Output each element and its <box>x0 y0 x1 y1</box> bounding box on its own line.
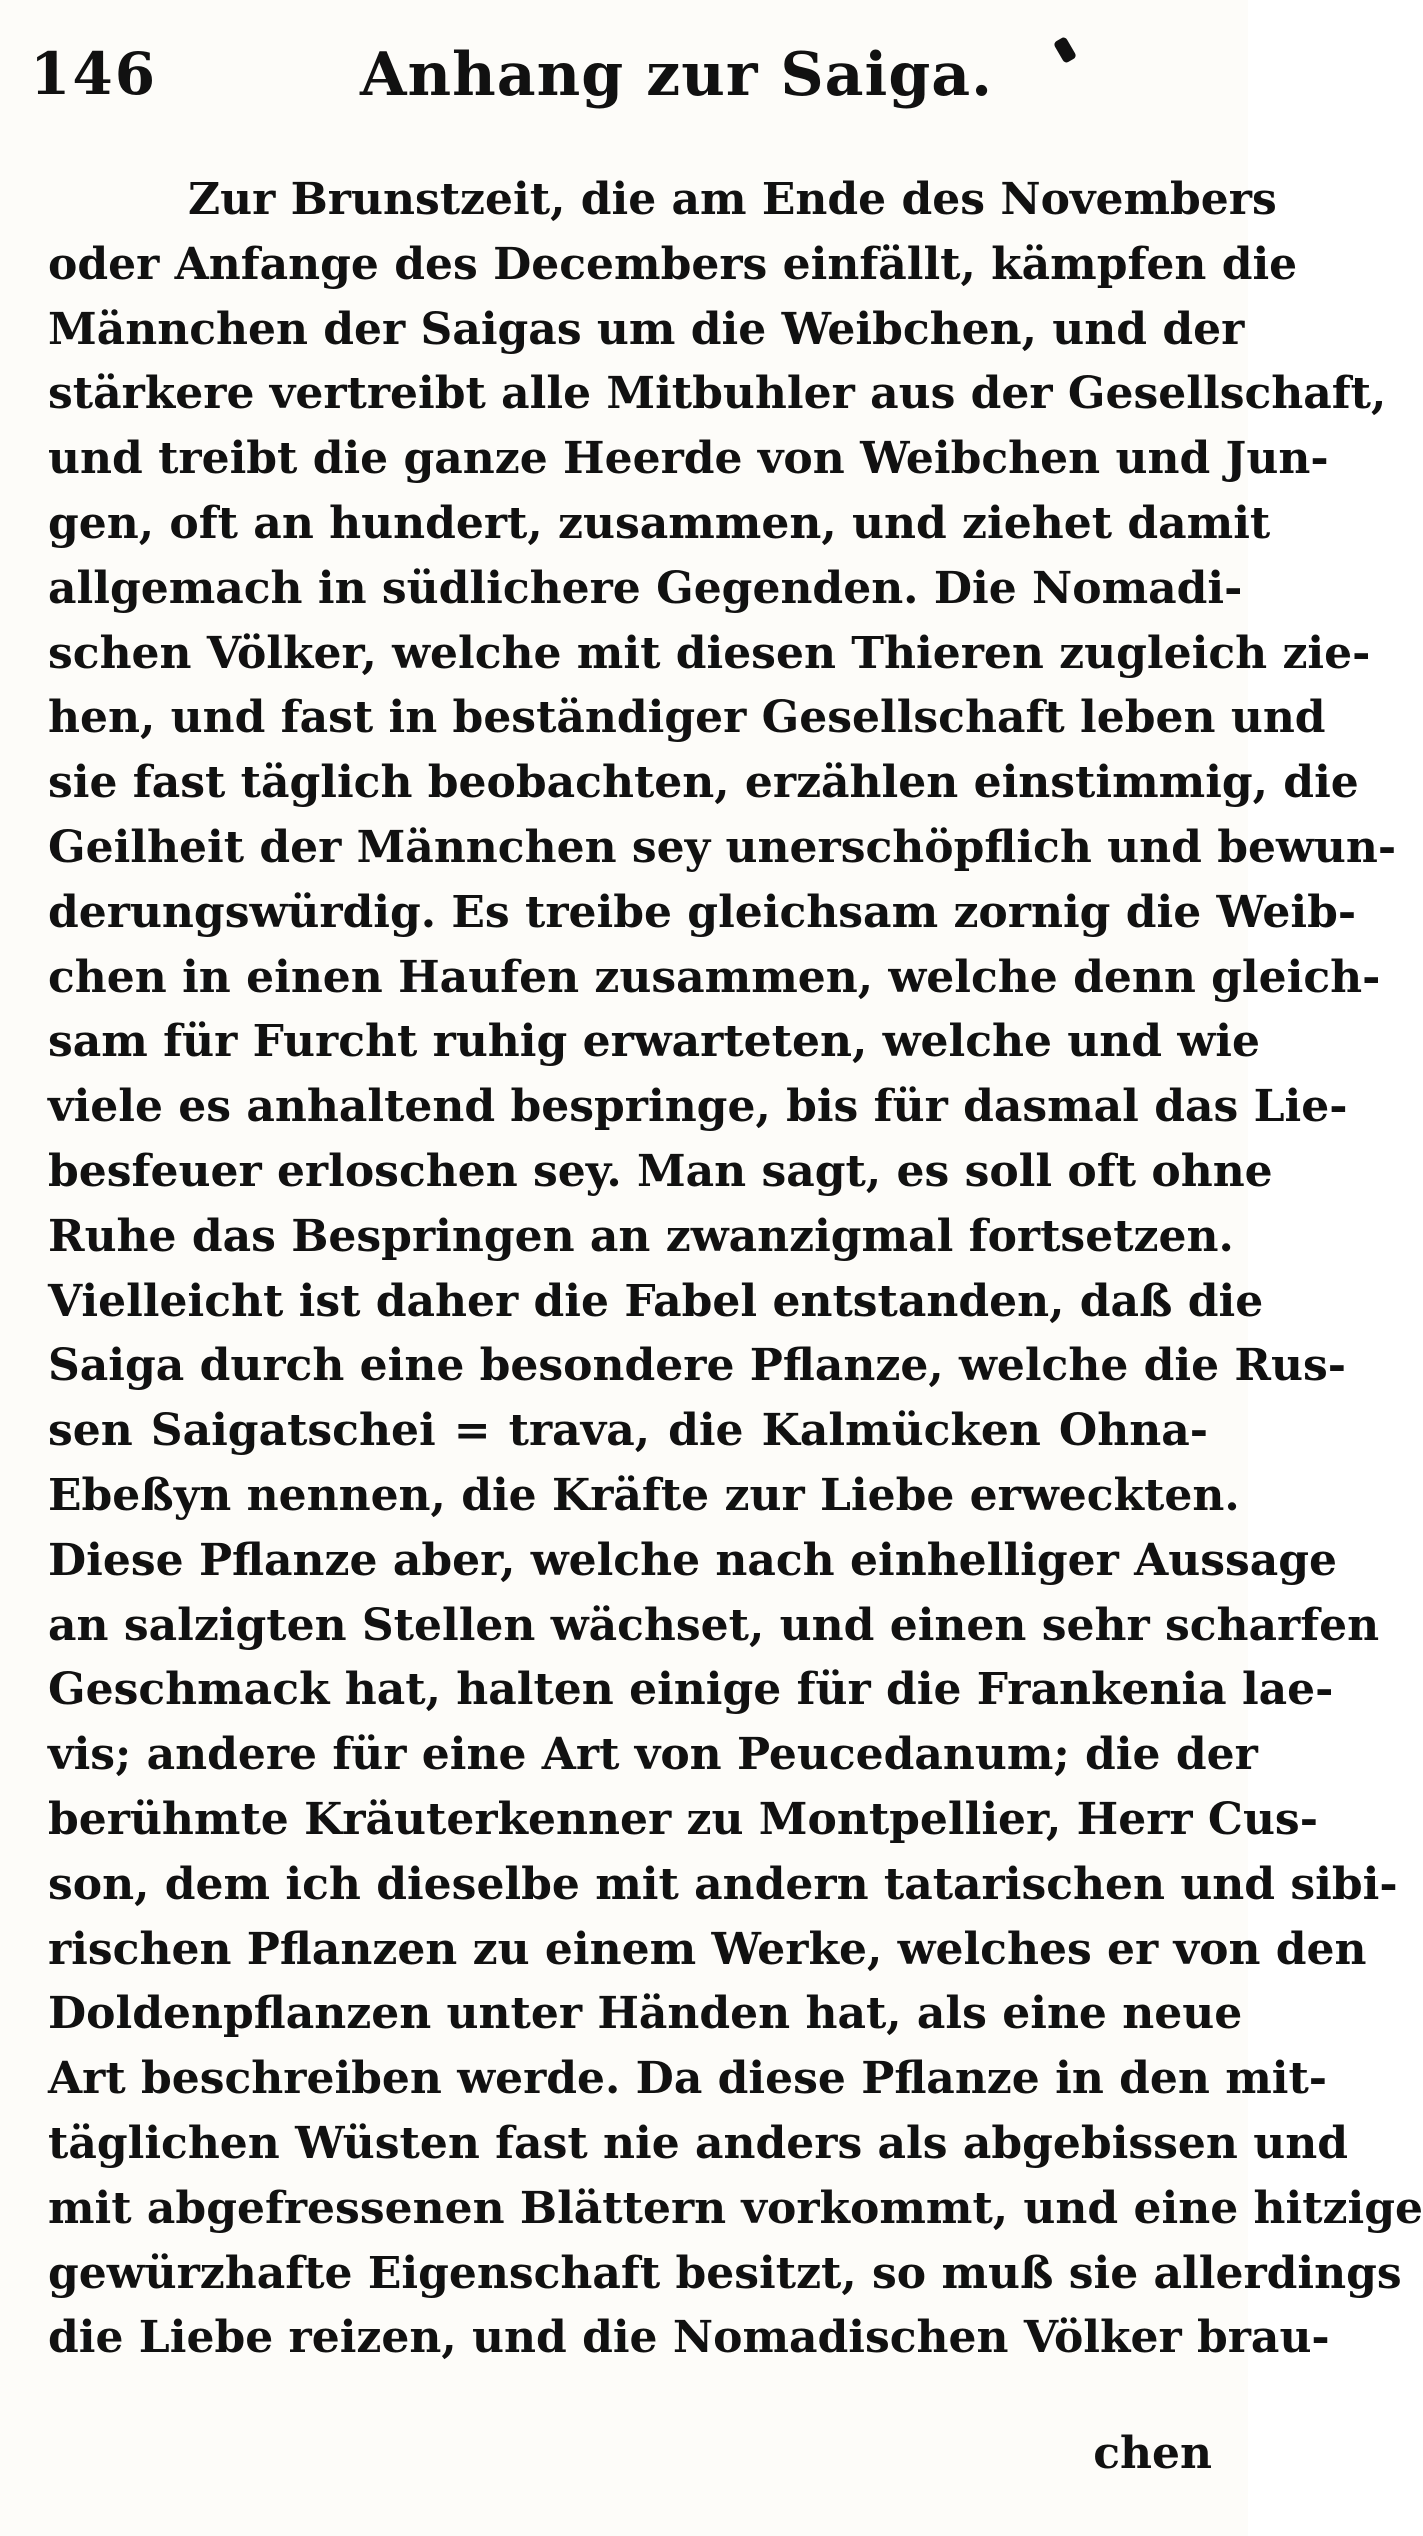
text-line: gewürzhafte Eigenschaft besitzt, so muß sie allerdings <box>48 2247 1402 2299</box>
text-line: die Liebe reizen, und die Nomadischen Völker brau- <box>48 2312 1330 2364</box>
text-line: Zur Brunstzeit, die am Ende des Novembers <box>188 174 1277 225</box>
text-line: son, dem ich dieselbe mit andern tatarischen und sibi- <box>48 1858 1398 1910</box>
text-line: schen Völker, welche mit diesen Thieren zugleich zie- <box>48 627 1371 679</box>
text-line: allgemach in südlichere Gegenden. Die Nomadi- <box>48 562 1243 614</box>
text-line: viele es anhaltend bespringe, bis für dasmal das Lie- <box>48 1081 1348 1133</box>
text-line: sam für Furcht ruhig erwarteten, welche und wie <box>48 1016 1260 1068</box>
text-line: Diese Pflanze aber, welche nach einhelliger Aussage <box>48 1534 1338 1586</box>
text-line: sen Saigatschei = trava, die Kalmücken Ohna- <box>48 1405 1208 1457</box>
catchword: chen <box>1093 2428 1212 2479</box>
text-line: oder Anfange des Decembers einfällt, kämpfen die <box>48 238 1298 290</box>
text-line: berühmte Kräuterkenner zu Montpellier, Herr Cus- <box>48 1793 1318 1845</box>
text-line: Ebeßyn nennen, die Kräfte zur Liebe erweckten. <box>48 1469 1240 1521</box>
text-line: täglichen Wüsten fast nie anders als abgebissen und <box>48 2117 1348 2169</box>
text-line: an salzigten Stellen wächset, und einen sehr scharfen <box>48 1599 1380 1651</box>
text-line: Ruhe das Bespringen an zwanzigmal fortsetzen. <box>48 1210 1234 1262</box>
page-header <box>30 40 1210 130</box>
text-line: chen in einen Haufen zusammen, welche denn gleich- <box>48 951 1381 1003</box>
text-line: stärkere vertreibt alle Mitbuhler aus der Gesellschaft, <box>48 368 1387 420</box>
body-text <box>48 168 1423 2371</box>
text-line: Doldenpflanzen unter Händen hat, als eine neue <box>48 1988 1243 2040</box>
text-line: sie fast täglich beobachten, erzählen einstimmig, die <box>48 757 1359 809</box>
text-line: besfeuer erloschen sey. Man sagt, es soll oft ohne <box>48 1145 1273 1197</box>
text-line: Saiga durch eine besondere Pflanze, welche die Rus- <box>48 1340 1347 1392</box>
text-line: Geilheit der Männchen sey unerschöpflich und bewun- <box>48 821 1397 873</box>
text-line: Männchen der Saigas um die Weibchen, und der <box>48 303 1245 355</box>
text-line: hen, und fast in beständiger Gesellschaft leben und <box>48 692 1326 744</box>
text-line: und treibt die ganze Heerde von Weibchen und Jun- <box>48 433 1329 485</box>
running-head: Anhang zur Saiga. <box>360 40 994 110</box>
text-line: derungswürdig. Es treibe gleichsam zornig die Weib- <box>48 886 1357 938</box>
text-line: Art beschreiben werde. Da diese Pflanze in den mit- <box>48 2053 1328 2105</box>
text-line: rischen Pflanzen zu einem Werke, welches er von den <box>48 1923 1367 1975</box>
page-number: 146 <box>30 40 158 108</box>
text-line: gen, oft an hundert, zusammen, und ziehet damit <box>48 497 1271 549</box>
text-line: vis; andere für eine Art von Peucedanum; die der <box>48 1729 1258 1781</box>
text-line: Vielleicht ist daher die Fabel entstanden, daß die <box>48 1275 1264 1327</box>
text-line: Geschmack hat, halten einige für die Frankenia lae- <box>48 1664 1334 1716</box>
text-line: mit abgefressenen Blättern vorkommt, und eine hitzige <box>48 2182 1423 2234</box>
